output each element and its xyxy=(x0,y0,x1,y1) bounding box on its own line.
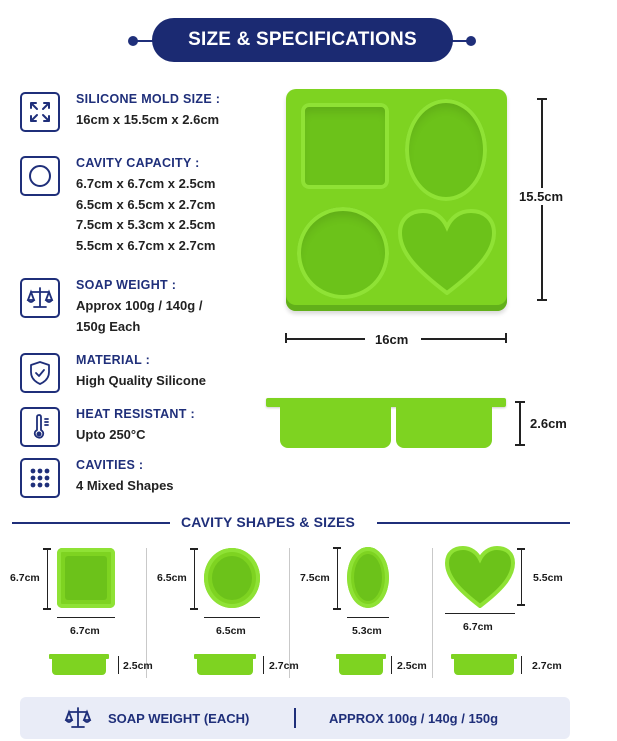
dim-tick xyxy=(517,604,525,606)
shape-height-label: 6.7cm xyxy=(10,572,40,584)
dimension-line xyxy=(445,613,515,614)
column-divider xyxy=(432,548,433,678)
dim-tick xyxy=(505,333,507,343)
dimension-line xyxy=(347,617,389,618)
title-dot-left xyxy=(128,36,138,46)
shape-width-label: 5.3cm xyxy=(352,625,382,637)
spec-label: CAVITIES : xyxy=(76,458,144,472)
cavity-section-header xyxy=(0,512,617,532)
heart-cavity xyxy=(398,209,496,295)
depth-dimension-line xyxy=(519,401,521,444)
column-divider xyxy=(146,548,147,678)
mold-side-cavity xyxy=(280,405,391,448)
section-rule-right xyxy=(377,522,570,524)
dim-tick xyxy=(190,608,198,610)
circle-side-body xyxy=(197,658,253,675)
heart-shape xyxy=(445,546,515,608)
spec-value: 16cm x 15.5cm x 2.6cm xyxy=(76,112,220,127)
expand-arrows-icon xyxy=(20,92,60,132)
title-dot-right xyxy=(466,36,476,46)
shape-depth-label: 2.7cm xyxy=(269,660,299,672)
spec-label: SILICONE MOLD SIZE : xyxy=(76,92,221,106)
spec-label: HEAT RESISTANT : xyxy=(76,407,195,421)
spec-value: Upto 250°C xyxy=(76,427,146,442)
spec-label: MATERIAL : xyxy=(76,353,151,367)
dimension-line xyxy=(391,656,392,674)
width-dimension-line xyxy=(421,338,506,340)
mold-height-label: 15.5cm xyxy=(519,189,564,204)
spec-value: 6.5cm x 6.5cm x 2.7cm xyxy=(76,196,216,212)
spec-value: 150g Each xyxy=(76,318,141,334)
bar-divider xyxy=(294,708,296,728)
circle-shape xyxy=(204,548,260,608)
shape-width-label: 6.7cm xyxy=(70,625,100,637)
spec-value: 4 Mixed Shapes xyxy=(76,478,174,493)
spec-value: 6.7cm x 6.7cm x 2.5cm xyxy=(76,176,216,191)
dimension-line xyxy=(47,548,48,608)
dimension-line xyxy=(194,548,195,608)
spec-value: Approx 100g / 140g / xyxy=(76,298,203,313)
soap-weight-value: APPROX 100g / 140g / 150g xyxy=(329,711,499,726)
heart-side-body xyxy=(454,658,514,675)
title-banner xyxy=(0,18,617,62)
column-divider xyxy=(289,548,290,678)
dim-tick xyxy=(537,299,547,301)
oval-shape xyxy=(347,547,389,608)
dimension-line xyxy=(263,656,264,674)
square-shape xyxy=(57,548,115,608)
shape-depth-label: 2.5cm xyxy=(123,660,153,672)
spec-label: CAVITY CAPACITY : xyxy=(76,156,200,170)
oval-cavity xyxy=(405,99,487,201)
spec-value: 5.5cm x 6.7cm x 2.7cm xyxy=(76,237,216,253)
page-title: SIZE & SPECIFICATIONS xyxy=(152,18,453,62)
shape-width-label: 6.7cm xyxy=(463,621,493,633)
square-cavity xyxy=(301,103,389,189)
section-title: CAVITY SHAPES & SIZES xyxy=(181,514,356,530)
dimension-line xyxy=(337,547,338,608)
shape-height-label: 5.5cm xyxy=(533,572,563,584)
mold-side-cavity xyxy=(396,405,492,448)
mold-width-label: 16cm xyxy=(375,332,409,347)
square-side-body xyxy=(52,658,106,675)
section-rule-left xyxy=(12,522,170,524)
shape-depth-label: 2.5cm xyxy=(397,660,427,672)
dimension-line xyxy=(521,656,522,674)
mold-top-view xyxy=(286,89,507,311)
width-dimension-line xyxy=(285,338,365,340)
mold-depth-label: 2.6cm xyxy=(530,416,567,431)
shield-check-icon xyxy=(20,353,60,393)
soap-weight-label: SOAP WEIGHT (EACH) xyxy=(108,711,250,726)
dim-tick xyxy=(515,444,525,446)
dimension-line xyxy=(204,617,260,618)
scale-icon xyxy=(64,705,92,731)
circle-icon xyxy=(20,156,60,196)
spec-value: High Quality Silicone xyxy=(76,373,207,388)
shape-width-label: 6.5cm xyxy=(216,625,246,637)
shape-depth-label: 2.7cm xyxy=(532,660,562,672)
dimension-line xyxy=(521,548,522,604)
oval-side-body xyxy=(339,658,383,675)
circle-cavity xyxy=(297,207,389,299)
soap-weight-bar xyxy=(20,697,570,739)
dim-tick xyxy=(43,608,51,610)
scale-icon xyxy=(20,278,60,318)
spec-value: 7.5cm x 5.3cm x 2.5cm xyxy=(76,217,216,232)
grid-dots-icon xyxy=(20,458,60,498)
dim-tick xyxy=(333,608,341,610)
shape-height-label: 6.5cm xyxy=(157,572,187,584)
shape-height-label: 7.5cm xyxy=(300,572,330,584)
thermometer-icon xyxy=(20,407,60,447)
spec-label: SOAP WEIGHT : xyxy=(76,278,177,292)
dimension-line xyxy=(57,617,115,618)
dimension-line xyxy=(118,656,119,674)
